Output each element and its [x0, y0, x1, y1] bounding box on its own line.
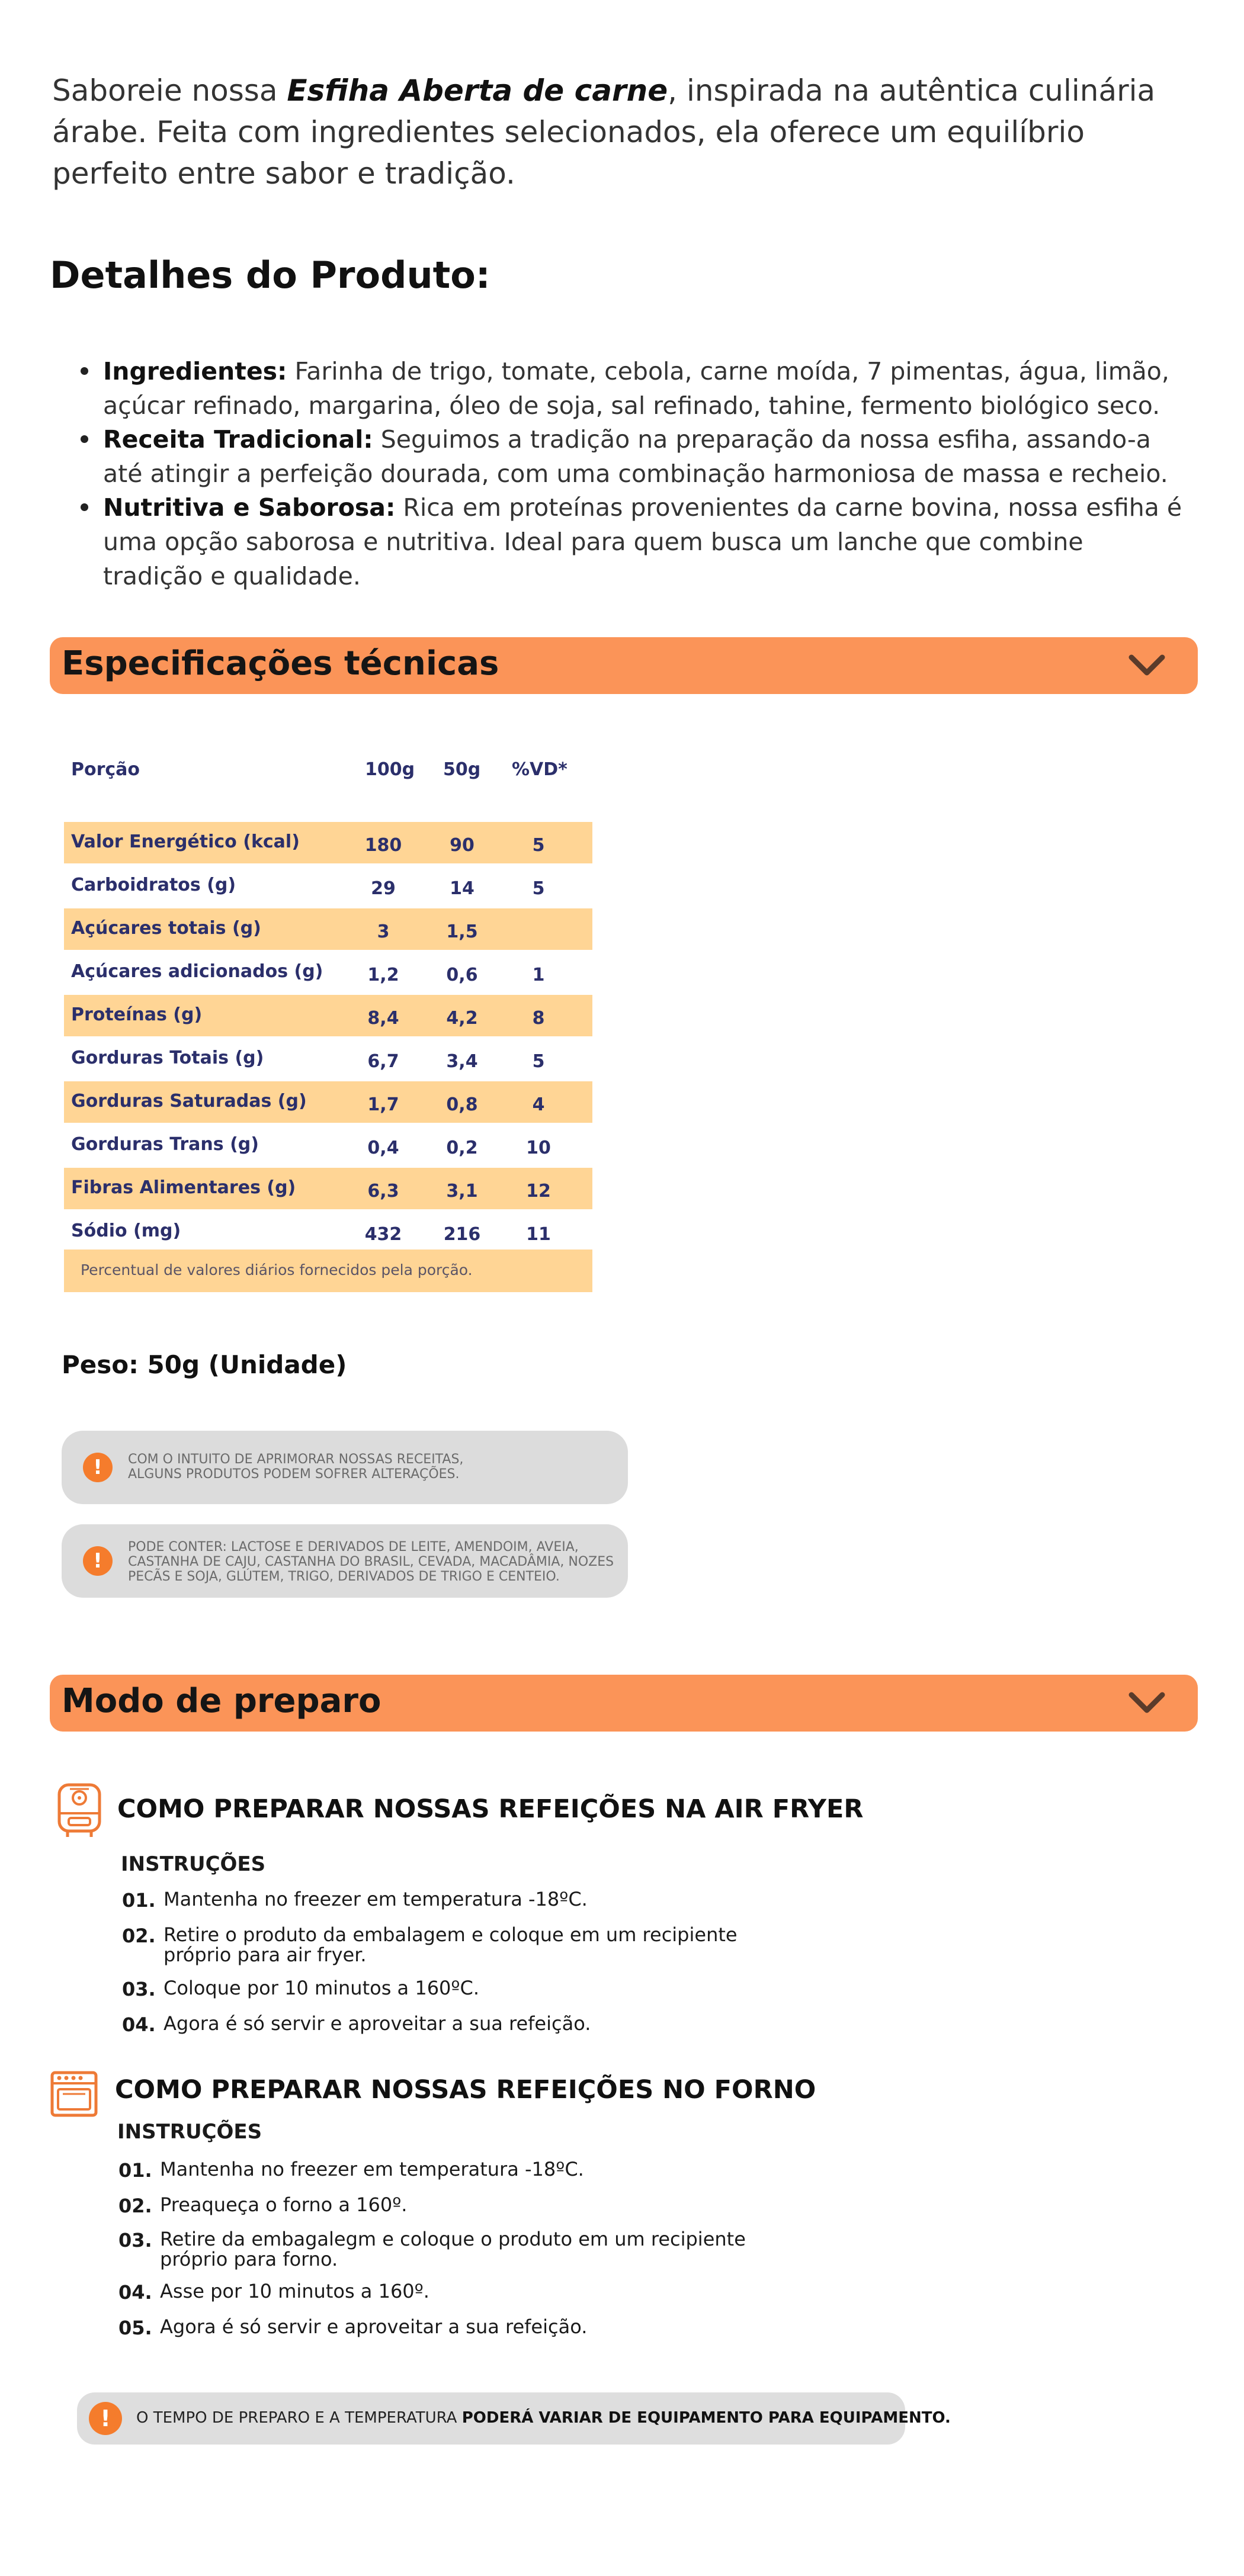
warning-icon: !	[83, 1546, 113, 1576]
header-50g: 50g	[443, 759, 481, 780]
value-vd: 1	[532, 965, 545, 985]
nutrition-table	[64, 759, 592, 1303]
value-50g: 4,2	[446, 1008, 478, 1029]
table-row	[64, 1211, 592, 1252]
table-row	[64, 995, 592, 1036]
nutrition-footnote	[64, 1250, 592, 1292]
value-50g: 0,8	[446, 1094, 478, 1115]
value-50g: 1,5	[446, 921, 478, 942]
step-number: 02.	[122, 1925, 156, 1947]
value-vd: 12	[526, 1181, 551, 1202]
value-vd: 5	[532, 1051, 545, 1072]
value-100g: 3	[377, 921, 390, 942]
alert-line: ALGUNS PRODUTOS PODEM SOFRER ALTERAÇÕES.	[128, 1467, 460, 1482]
nutrient-label: Gorduras Totais (g)	[71, 1048, 264, 1068]
warning-icon: !	[83, 1453, 113, 1482]
oven-icon	[50, 2070, 98, 2118]
value-50g: 0,6	[446, 965, 478, 985]
step-text: Agora é só servir e aproveitar a sua refeição.	[163, 2012, 591, 2035]
alert-text	[128, 1452, 463, 1482]
footnote-text: Percentual de valores diários fornecidos pela porção.	[81, 1261, 473, 1279]
step-number: 04.	[122, 2013, 156, 2036]
airfryer-title: COMO PREPARAR NOSSAS REFEIÇÕES NA AIR FRYER	[117, 1794, 864, 1824]
alert-line: PECÃS E SOJA, GLÚTEM, TRIGO, DERIVADOS DE TRIGO E CENTEIO.	[128, 1569, 560, 1584]
list-item-ingredientes	[103, 354, 1187, 423]
step-text: Asse por 10 minutos a 160º.	[160, 2280, 429, 2302]
bullet-label: Nutritiva e Saborosa:	[103, 493, 396, 522]
chevron-down-icon	[1128, 1691, 1166, 1715]
details-title: Detalhes do Produto:	[50, 253, 490, 297]
table-row	[64, 1038, 592, 1080]
note-pre: O TEMPO DE PREPARO E A TEMPERATURA	[136, 2409, 462, 2427]
step-text: Mantenha no freezer em temperatura -18ºC.	[163, 1888, 588, 1910]
bullet-label: Receita Tradicional:	[103, 425, 373, 454]
intro-paragraph	[52, 70, 1178, 194]
value-50g: 216	[443, 1224, 481, 1245]
alert-line: COM O INTUITO DE APRIMORAR NOSSAS RECEITAS,	[128, 1452, 464, 1467]
step-text: Agora é só servir e aproveitar a sua refeição.	[160, 2315, 588, 2338]
prep-time-note	[77, 2392, 951, 2445]
step-text: Mantenha no freezer em temperatura -18ºC.	[160, 2158, 584, 2180]
product-weight: Peso: 50g (Unidade)	[62, 1350, 347, 1379]
preparo-accordion-header[interactable]	[50, 1675, 1198, 1732]
list-item-receita	[103, 422, 1187, 491]
warning-icon: !	[89, 2402, 122, 2435]
value-100g: 432	[364, 1224, 402, 1245]
nutrient-label: Açúcares adicionados (g)	[71, 961, 323, 982]
value-50g: 3,4	[446, 1051, 478, 1072]
table-row	[64, 1168, 592, 1209]
table-row	[64, 952, 592, 993]
alert-text	[128, 1540, 614, 1584]
step-number: 03.	[118, 2229, 152, 2251]
list-item-nutritiva	[103, 490, 1187, 593]
step-number: 02.	[118, 2195, 152, 2217]
value-100g: 6,3	[367, 1181, 399, 1202]
specs-accordion-header[interactable]	[50, 637, 1198, 694]
step-number: 03.	[122, 1978, 156, 2000]
nutrient-label: Valor Energético (kcal)	[71, 831, 300, 852]
step-text: Coloque por 10 minutos a 160ºC.	[163, 1977, 479, 1999]
oven-instructions-label: INSTRUÇÕES	[117, 2120, 262, 2144]
table-row	[64, 908, 592, 950]
value-100g: 29	[371, 878, 396, 899]
value-vd: 5	[532, 878, 545, 899]
air-fryer-icon	[56, 1782, 103, 1839]
step-number: 01.	[118, 2159, 152, 2182]
value-50g: 90	[450, 835, 474, 856]
nutrient-label: Carboidratos (g)	[71, 875, 236, 895]
step-text: Preaqueça o forno a 160º.	[160, 2193, 408, 2216]
alert-line: CASTANHA DE CAJU, CASTANHA DO BRASIL, CEVADA, MACADÂMIA, NOZES	[128, 1554, 614, 1569]
alert-line: PODE CONTER: LACTOSE E DERIVADOS DE LEITE, AMENDOIM, AVEIA,	[128, 1540, 579, 1554]
airfryer-instructions-label: INSTRUÇÕES	[121, 1852, 266, 1876]
table-row	[64, 1125, 592, 1166]
value-100g: 6,7	[367, 1051, 399, 1072]
value-50g: 0,2	[446, 1138, 478, 1158]
value-vd: 11	[526, 1224, 551, 1245]
table-row	[64, 822, 592, 863]
nutrient-label: Proteínas (g)	[71, 1004, 203, 1025]
alert-allergens	[62, 1524, 628, 1598]
nutrient-label: Sódio (mg)	[71, 1220, 181, 1241]
bullet-label: Ingredientes:	[103, 357, 287, 386]
step-number: 01.	[122, 1889, 156, 1912]
value-100g: 1,7	[367, 1094, 399, 1115]
value-100g: 180	[364, 835, 402, 856]
note-text	[136, 2409, 951, 2427]
header-100g: 100g	[365, 759, 415, 780]
nutrient-label: Gorduras Saturadas (g)	[71, 1091, 307, 1112]
value-50g: 14	[450, 878, 474, 899]
product-name: Esfiha Aberta de carne	[287, 73, 668, 108]
specs-title: Especificações técnicas	[62, 644, 499, 683]
intro-pre: Saboreie nossa	[52, 73, 287, 108]
step-number: 05.	[118, 2317, 152, 2339]
bullet-text: Farinha de trigo, tomate, cebola, carne moída, 7 pimentas, água, limão, açúcar refinado, margarina, óleo de soja, sal refinado, tahine, fermento biológico seco.	[103, 357, 1169, 420]
bullet-text: Rica em proteínas provenientes da carne bovina, nossa esfiha é uma opção saborosa e nutritiva. Ideal para quem busca um lanche que combine tradição e qualidade.	[103, 493, 1182, 590]
note-bold: PODERÁ VARIAR DE EQUIPAMENTO PARA EQUIPAMENTO.	[461, 2409, 951, 2427]
table-row	[64, 1081, 592, 1123]
table-row	[64, 865, 592, 907]
value-vd: 4	[532, 1094, 545, 1115]
bullet-text: Seguimos a tradição na preparação da nossa esfiha, assando-a até atingir a perfeição dourada, com uma combinação harmoniosa de massa e recheio.	[103, 425, 1168, 488]
value-50g: 3,1	[446, 1181, 478, 1202]
step-number: 04.	[118, 2281, 152, 2304]
value-vd: 5	[532, 835, 545, 856]
value-100g: 8,4	[367, 1008, 399, 1029]
nutrient-label: Fibras Alimentares (g)	[71, 1177, 296, 1198]
header-porcao: Porção	[71, 759, 140, 780]
intro-post: , inspirada na autêntica culinária árabe. Feita com ingredientes selecionados, ela oferece um equilíbrio perfeito entre sabor e tradição.	[52, 73, 1156, 191]
alert-recipe-changes	[62, 1431, 628, 1504]
value-100g: 1,2	[367, 965, 399, 985]
value-100g: 0,4	[367, 1138, 399, 1158]
value-vd: 10	[526, 1138, 551, 1158]
value-vd: 8	[532, 1008, 545, 1029]
nutrient-label: Gorduras Trans (g)	[71, 1134, 259, 1155]
nutrient-label: Açúcares totais (g)	[71, 918, 261, 939]
header-vd: %VD*	[512, 759, 568, 780]
oven-title: COMO PREPARAR NOSSAS REFEIÇÕES NO FORNO	[115, 2075, 816, 2105]
preparo-title: Modo de preparo	[62, 1682, 381, 1720]
step-text: Retire o produto da embalagem e coloque em um recipiente próprio para air fryer.	[163, 1923, 738, 1966]
step-text: Retire da embagalegm e coloque o produto em um recipiente próprio para forno.	[160, 2228, 746, 2270]
chevron-down-icon	[1128, 654, 1166, 677]
